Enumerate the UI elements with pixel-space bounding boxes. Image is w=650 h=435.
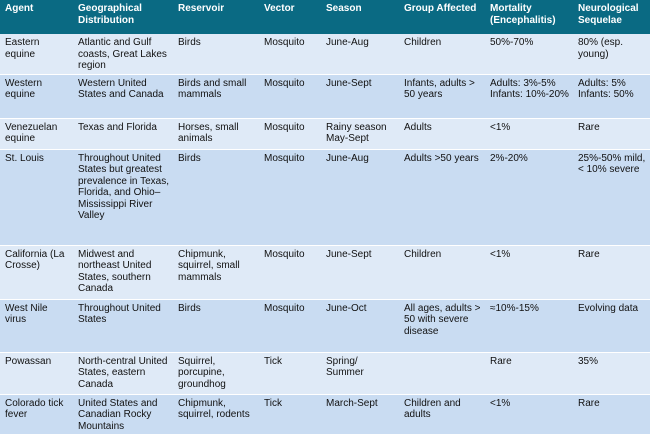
- cell-sequelae: 80% (esp. young): [573, 34, 650, 74]
- cell-agent: Colorado tick fever: [0, 394, 73, 435]
- cell-agent: West Nile virus: [0, 299, 73, 352]
- header-neurological-sequelae: Neurological Sequelae: [573, 0, 650, 34]
- cell-season: June-Aug: [321, 149, 399, 245]
- cell-mortality: 50%-70%: [485, 34, 573, 74]
- cell-group: Children: [399, 245, 485, 299]
- cell-distribution: North-central United States, eastern Canada: [73, 352, 173, 394]
- cell-group: All ages, adults > 50 with severe disease: [399, 299, 485, 352]
- cell-reservoir: Birds and small mammals: [173, 74, 259, 118]
- header-vector: Vector: [259, 0, 321, 34]
- cell-distribution: Throughout United States: [73, 299, 173, 352]
- table-row: [0, 118, 650, 149]
- cell-season: June-Aug: [321, 34, 399, 74]
- cell-mortality: Rare: [485, 352, 573, 394]
- cell-season: June-Sept: [321, 245, 399, 299]
- table-row: [0, 34, 650, 74]
- cell-season: Spring/ Summer: [321, 352, 399, 394]
- cell-distribution: Atlantic and Gulf coasts, Great Lakes region: [73, 34, 173, 74]
- cell-vector: Tick: [259, 394, 321, 435]
- table-row: [0, 352, 650, 394]
- cell-sequelae: Rare: [573, 245, 650, 299]
- cell-reservoir: Birds: [173, 299, 259, 352]
- cell-agent: Western equine: [0, 74, 73, 118]
- cell-vector: Mosquito: [259, 149, 321, 245]
- cell-group: Infants, adults > 50 years: [399, 74, 485, 118]
- cell-group: Children and adults: [399, 394, 485, 435]
- table-row: [0, 245, 650, 299]
- table-row: [0, 149, 650, 245]
- header-geographical-distribution: Geographical Distribution: [73, 0, 173, 34]
- cell-mortality: <1%: [485, 394, 573, 435]
- cell-vector: Tick: [259, 352, 321, 394]
- cell-mortality: <1%: [485, 118, 573, 149]
- cell-mortality: 2%-20%: [485, 149, 573, 245]
- cell-season: Rainy season May-Sept: [321, 118, 399, 149]
- table-row: [0, 74, 650, 118]
- cell-agent: Powassan: [0, 352, 73, 394]
- cell-season: March-Sept: [321, 394, 399, 435]
- cell-vector: Mosquito: [259, 74, 321, 118]
- cell-vector: Mosquito: [259, 245, 321, 299]
- cell-agent: Venezuelan equine: [0, 118, 73, 149]
- header-row: [0, 0, 650, 34]
- cell-sequelae: Evolving data: [573, 299, 650, 352]
- table-row: [0, 299, 650, 352]
- cell-group: Adults >50 years: [399, 149, 485, 245]
- cell-reservoir: Chipmunk, squirrel, rodents: [173, 394, 259, 435]
- table-header: [0, 0, 650, 34]
- cell-sequelae: 25%-50% mild, < 10% severe: [573, 149, 650, 245]
- header-mortality: Mortality (Encephalitis): [485, 0, 573, 34]
- header-reservoir: Reservoir: [173, 0, 259, 34]
- cell-mortality: <1%: [485, 245, 573, 299]
- cell-vector: Mosquito: [259, 34, 321, 74]
- cell-sequelae: 35%: [573, 352, 650, 394]
- cell-group: [399, 352, 485, 394]
- cell-sequelae: Rare: [573, 118, 650, 149]
- cell-vector: Mosquito: [259, 118, 321, 149]
- cell-reservoir: Squirrel, porcupine, groundhog: [173, 352, 259, 394]
- cell-reservoir: Birds: [173, 149, 259, 245]
- header-group-affected: Group Affected: [399, 0, 485, 34]
- cell-distribution: Texas and Florida: [73, 118, 173, 149]
- cell-distribution: Midwest and northeast United States, southern Canada: [73, 245, 173, 299]
- header-agent: Agent: [0, 0, 73, 34]
- cell-mortality: ≈10%-15%: [485, 299, 573, 352]
- cell-distribution: United States and Canadian Rocky Mountains: [73, 394, 173, 435]
- cell-agent: Eastern equine: [0, 34, 73, 74]
- cell-agent: St. Louis: [0, 149, 73, 245]
- cell-mortality: Adults: 3%-5% Infants: 10%-20%: [485, 74, 573, 118]
- cell-group: Adults: [399, 118, 485, 149]
- cell-distribution: Western United States and Canada: [73, 74, 173, 118]
- cell-reservoir: Horses, small animals: [173, 118, 259, 149]
- cell-agent: California (La Crosse): [0, 245, 73, 299]
- header-season: Season: [321, 0, 399, 34]
- cell-sequelae: Rare: [573, 394, 650, 435]
- cell-season: June-Sept: [321, 74, 399, 118]
- cell-vector: Mosquito: [259, 299, 321, 352]
- cell-distribution: Throughout United States but greatest prevalence in Texas, Florida, and Ohio–Mississippi River Valley: [73, 149, 173, 245]
- cell-group: Children: [399, 34, 485, 74]
- table-row: [0, 394, 650, 435]
- cell-reservoir: Chipmunk, squirrel, small mammals: [173, 245, 259, 299]
- table-body: [0, 34, 650, 435]
- cell-sequelae: Adults: 5% Infants: 50%: [573, 74, 650, 118]
- cell-reservoir: Birds: [173, 34, 259, 74]
- cell-season: June-Oct: [321, 299, 399, 352]
